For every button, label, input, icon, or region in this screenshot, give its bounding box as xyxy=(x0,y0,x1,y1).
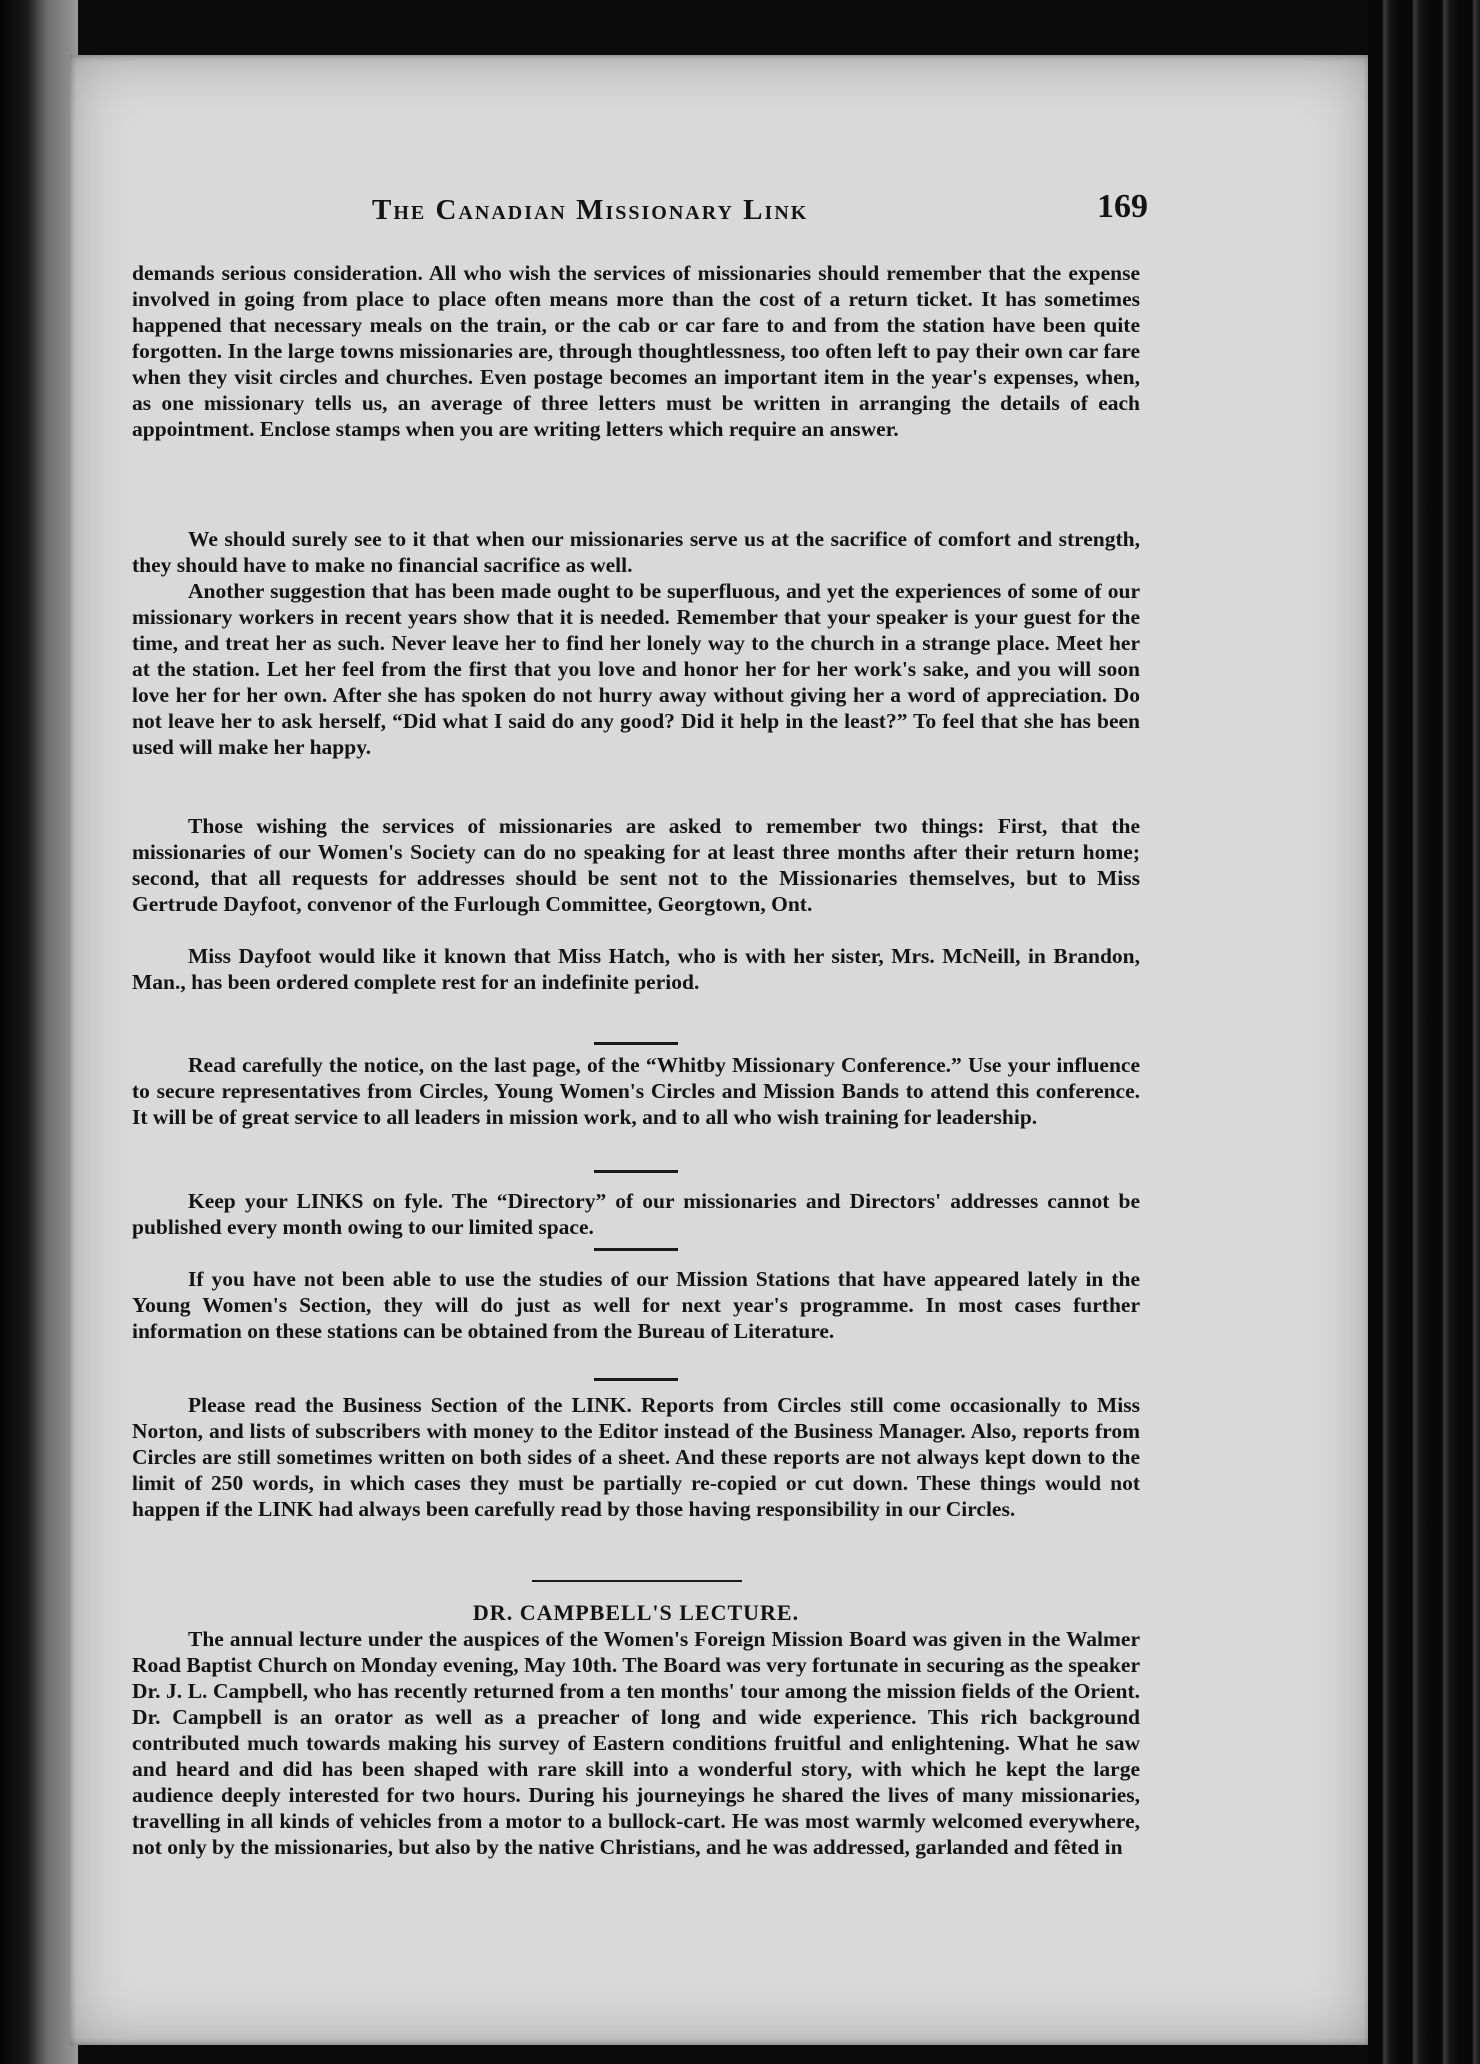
separator-rule xyxy=(594,1170,678,1173)
paragraph-speaker-guest: Another suggestion that has been made ought to be superfluous, and yet the experiences of some of our missionary workers in recent years show that it is needed. Remember that your speaker is your guest for the time, and treat her as such. Never leave her to find her lonely way to the church in a strange place. Meet her at the station. Let her feel from the first that you love and honor her for her work's sake, and you will soon love her for her own. After she has spoken do not hurry away without giving her a word of appreciation. Do not leave her to ask herself, “Did what I said do any good? Did it help in the least?” To feel that she has been used will make her happy. xyxy=(132,579,1140,759)
paragraph-mission-studies: If you have not been able to use the studies of our Mission Stations that have appeared lately in the Young Women's Section, they will do just as well for next year's programme. In most cases further information on these stations can be obtained from the Bureau of Literature. xyxy=(132,1267,1140,1343)
furlough-text-start: Those wishing the services of missionaries are asked to remember two things: First, that the missionaries of our Women's Society can do no speaking for at least three months after their return home; second, that all requests for addresses should be sent xyxy=(132,814,1140,890)
furlough-text-end: but to Miss Gertrude Dayfoot, convenor of the Furlough Committee, Georgtown, Ont. xyxy=(132,866,1141,916)
paragraph-whitby-conference: Read carefully the notice, on the last page, of the “Whitby Missionary Conference.” Use your influence to secure representatives from Circles, Young Women's Circles and Mission Bands to attend this conference. It will be of great service to all leaders in mission work, and to all who wish training for leadership. xyxy=(132,1053,1140,1129)
running-header xyxy=(132,188,1148,234)
separator-rule xyxy=(594,1248,678,1251)
paragraph-business-section: Please read the Business Section of the LINK. Reports from Circles still come occasionally to Miss Norton, and lists of subscribers with money to the Editor instead of the Business Manager. Also, reports from Circles are still sometimes written on both sides of a sheet. And these reports are not always kept down to the limit of 250 words, in which cases they must be partially re-copied or cut down. These things would not happen if the LINK had always been carefully read by those having responsibility in our Circles. xyxy=(132,1393,1140,1521)
journal-title: The Canadian Missionary Link xyxy=(372,194,809,226)
left-page-edge xyxy=(0,0,78,2064)
paragraph-campbell-lecture: The annual lecture under the auspices of the Women's Foreign Mission Board was given in the Walmer Road Baptist Church on Monday evening, May 10th. The Board was very fortunate in securing as the speaker Dr. J. L. Campbell, who has recently returned from a ten months' tour among the mission fields of the Orient. Dr. Campbell is an orator as well as a preacher of long and wide experience. This rich background contributed much towards making his survey of Eastern conditions fruitful and enlightening. What he saw and heard and did has been shaped with rare skill into a wonderful story, with which he kept the large audience deeply interested for two hours. During his journeyings he shared the lives of many missionaries, travelling in all kinds of vehicles from a motor to a bullock-cart. He was most warmly welcomed everywhere, not only by the missionaries, but also by the native Christians, and he was addressed, garlanded and fêted in xyxy=(132,1627,1140,1859)
separator-rule xyxy=(594,1042,678,1045)
right-page-edge xyxy=(1368,0,1480,2064)
separator-rule xyxy=(594,1378,678,1381)
paragraph-furlough-requests xyxy=(132,813,1140,917)
furlough-emphasis: not to the Missionaries themselves, xyxy=(667,866,1016,890)
section-rule xyxy=(532,1580,742,1582)
paragraph-expenses: demands serious consideration. All who wish the services of missionaries should remember that the expense involved in going from place to place often means more than the cost of a return ticket. It has sometimes happened that necessary meals on the train, or the cab or car fare to and from the station have been quite forgotten. In the large towns missionaries are, through thoughtlessness, too often left to pay their own car fare when they visit circles and churches. Even postage becomes an important item in the year's expenses, when, as one missionary tells us, an average of three letters must be written in arranging the details of each appointment. Enclose stamps when you are writing letters which require an answer. xyxy=(132,261,1140,441)
paragraph-keep-links: Keep your LINKS on fyle. The “Directory” of our missionaries and Directors' addresses cannot be published every month owing to our limited space. xyxy=(132,1189,1140,1239)
paragraph-miss-hatch: Miss Dayfoot would like it known that Miss Hatch, who is with her sister, Mrs. McNeill, in Brandon, Man., has been ordered complete rest for an indefinite period. xyxy=(132,944,1140,994)
paragraph-sacrifice: We should surely see to it that when our missionaries serve us at the sacrifice of comfort and strength, they should have to make no financial sacrifice as well. xyxy=(132,527,1140,577)
section-heading: DR. CAMPBELL'S LECTURE. xyxy=(472,1600,800,1625)
page-number: 169 xyxy=(1097,188,1148,225)
